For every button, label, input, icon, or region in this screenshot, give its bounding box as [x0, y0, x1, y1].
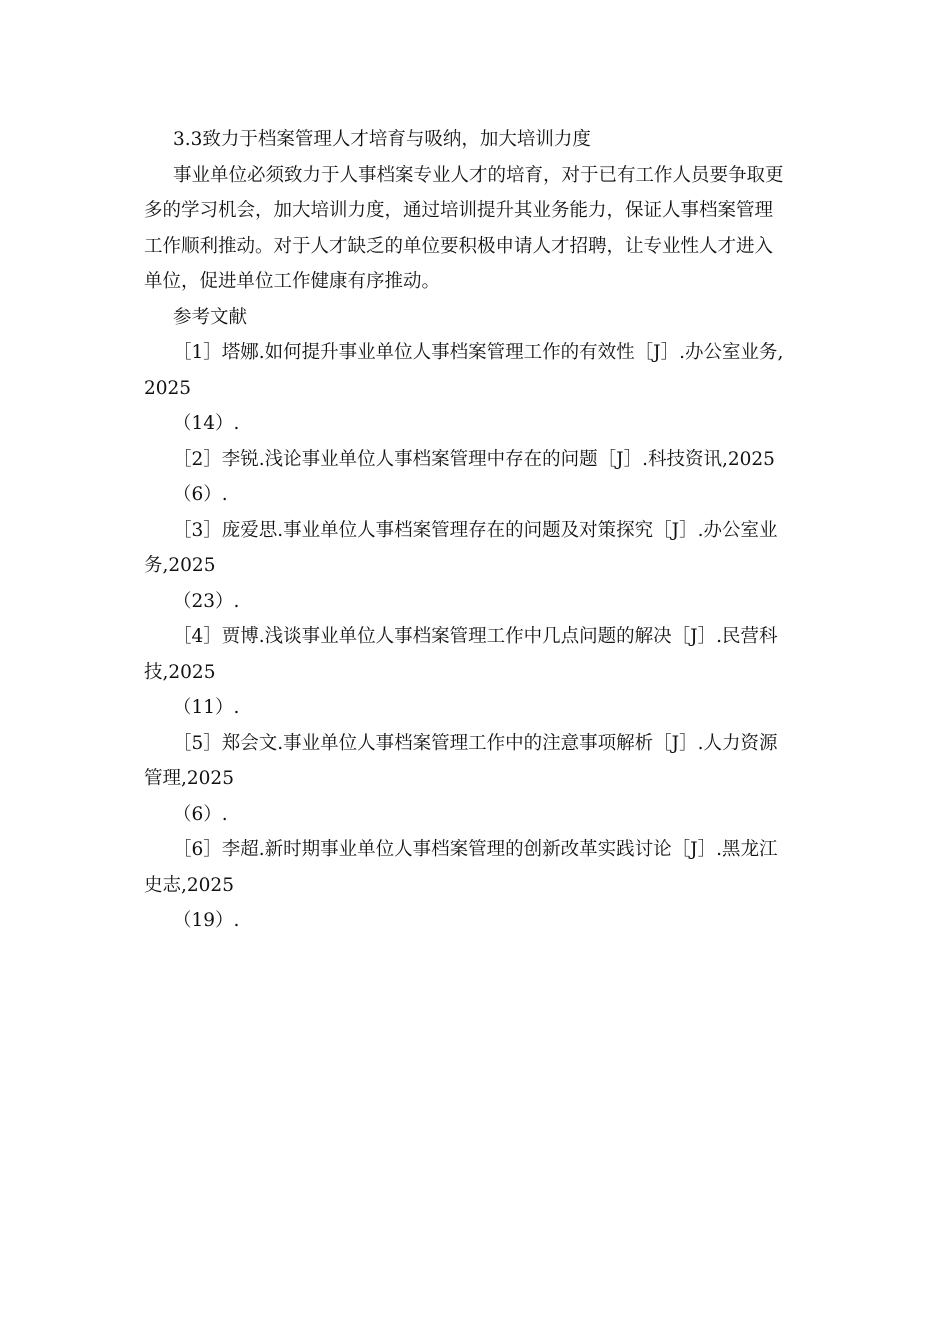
reference-text: ［6］李超.新时期事业单位人事档案管理的创新改革实践讨论［J］.黑龙江 — [173, 839, 778, 860]
reference-text-continued: 2025 — [144, 377, 192, 399]
reference-text-continued: 管理,2025 — [144, 768, 234, 789]
reference-issue: （6）. — [173, 484, 228, 505]
reference-item — [144, 832, 814, 939]
reference-issue: （23）. — [173, 590, 240, 612]
reference-text: ［2］李锐.浅论事业单位人事档案管理中存在的问题［J］.科技资讯,2025 — [173, 448, 775, 470]
section-paragraph — [144, 158, 814, 300]
reference-item — [144, 335, 814, 442]
paragraph-line: 多的学习机会，加大培训力度，通过培训提升其业务能力，保证人事档案管理 — [144, 200, 774, 221]
reference-text-continued: 技,2025 — [144, 661, 216, 683]
section-heading: 3.3致力于档案管理人才培育与吸纳，加大培训力度 — [173, 129, 591, 150]
paragraph-line: 事业单位必须致力于人事档案专业人才的培育，对于已有工作人员要争取更 — [173, 164, 784, 186]
reference-text-continued: 史志,2025 — [144, 874, 234, 896]
reference-text-continued: 务,2025 — [144, 555, 216, 576]
reference-issue: （11）. — [173, 697, 240, 718]
reference-item — [144, 513, 814, 620]
reference-item — [144, 619, 814, 726]
reference-text: ［3］庞爱思.事业单位人事档案管理存在的问题及对策探究［J］.办公室业 — [173, 519, 778, 541]
reference-issue: （19）. — [173, 910, 240, 931]
paragraph-line: 工作顺利推动。对于人才缺乏的单位要积极申请人才招聘，让专业性人才进入 — [144, 235, 774, 257]
page-content — [144, 122, 814, 939]
reference-text: ［1］塔娜.如何提升事业单位人事档案管理工作的有效性［J］.办公室业务, — [173, 342, 784, 363]
reference-issue: （14）. — [173, 413, 240, 434]
references-heading: 参考文献 — [173, 306, 248, 328]
reference-item — [144, 726, 814, 833]
paragraph-line: 单位，促进单位工作健康有序推动。 — [144, 271, 441, 292]
reference-text: ［4］贾博.浅谈事业单位人事档案管理工作中几点问题的解决［J］.民营科 — [173, 626, 778, 647]
reference-issue: （6）. — [173, 803, 228, 825]
reference-text: ［5］郑会文.事业单位人事档案管理工作中的注意事项解析［J］.人力资源 — [173, 732, 778, 754]
reference-item — [144, 442, 814, 513]
